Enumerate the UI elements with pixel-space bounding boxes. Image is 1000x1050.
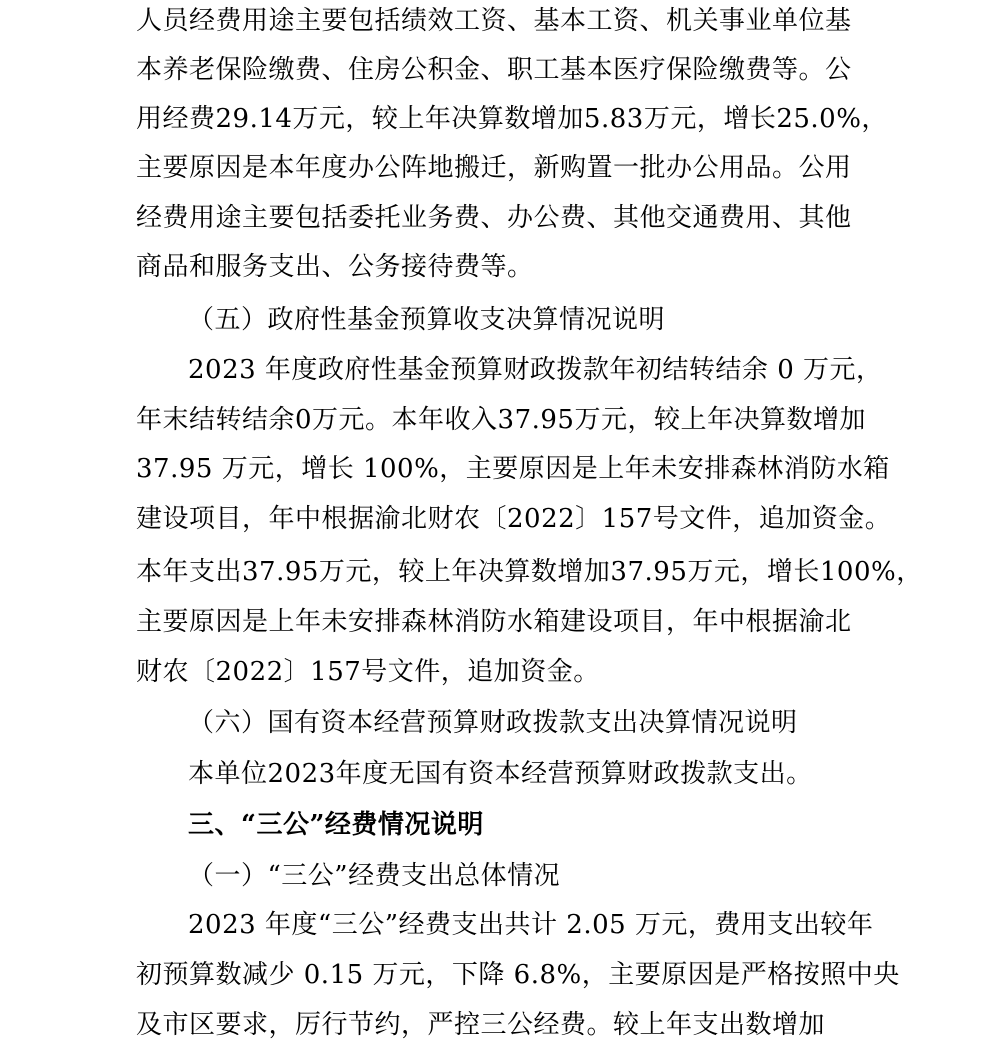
paragraph-line: 2023 年度“三公”经费支出共计 2.05 万元，费用支出较年 [188, 910, 874, 940]
paragraph-line: 本单位2023年度无国有资本经营预算财政拨款支出。 [188, 759, 813, 789]
section-heading-6: （六）国有资本经营预算财政拨款支出决算情况说明 [188, 708, 798, 738]
paragraph-line: 商品和服务支出、公务接待费等。 [136, 252, 534, 282]
paragraph-line: 年末结转结余0万元。本年收入37.95万元，较上年决算数增加 [136, 405, 866, 435]
subsection-heading-1: （一）“三公”经费支出总体情况 [188, 861, 561, 891]
paragraph-line: 2023 年度政府性基金预算财政拨款年初结转结余 0 万元， [188, 355, 883, 385]
section-heading-5: （五）政府性基金预算收支决算情况说明 [188, 305, 666, 335]
paragraph-line: 37.95 万元，增长 100%，主要原因是上年未安排森林消防水箱 [136, 454, 890, 484]
paragraph-line: 主要原因是上年未安排森林消防水箱建设项目，年中根据渝北 [136, 607, 852, 637]
paragraph-line: 及市区要求，厉行节约，严控三公经费。较上年支出数增加 [136, 1010, 826, 1040]
paragraph-line: 人员经费用途主要包括绩效工资、基本工资、机关事业单位基 [136, 6, 852, 36]
paragraph-line: 本养老保险缴费、住房公积金、职工基本医疗保险缴费等。公 [136, 55, 852, 85]
paragraph-line: 主要原因是本年度办公阵地搬迁，新购置一批办公用品。公用 [136, 153, 852, 183]
paragraph-line: 本年支出37.95万元，较上年决算数增加37.95万元，增长100%， [136, 557, 923, 587]
paragraph-line: 财农〔2022〕157号文件，追加资金。 [136, 657, 600, 687]
paragraph-line: 经费用途主要包括委托业务费、办公费、其他交通费用、其他 [136, 203, 852, 233]
paragraph-line: 用经费29.14万元，较上年决算数增加5.83万元，增长25.0%， [136, 104, 888, 134]
chapter-heading-3: 三、“三公”经费情况说明 [188, 810, 484, 840]
paragraph-line: 初预算数减少 0.15 万元，下降 6.8%，主要原因是严格按照中央 [136, 960, 900, 990]
paragraph-line: 建设项目，年中根据渝北财农〔2022〕157号文件，追加资金。 [136, 504, 892, 534]
